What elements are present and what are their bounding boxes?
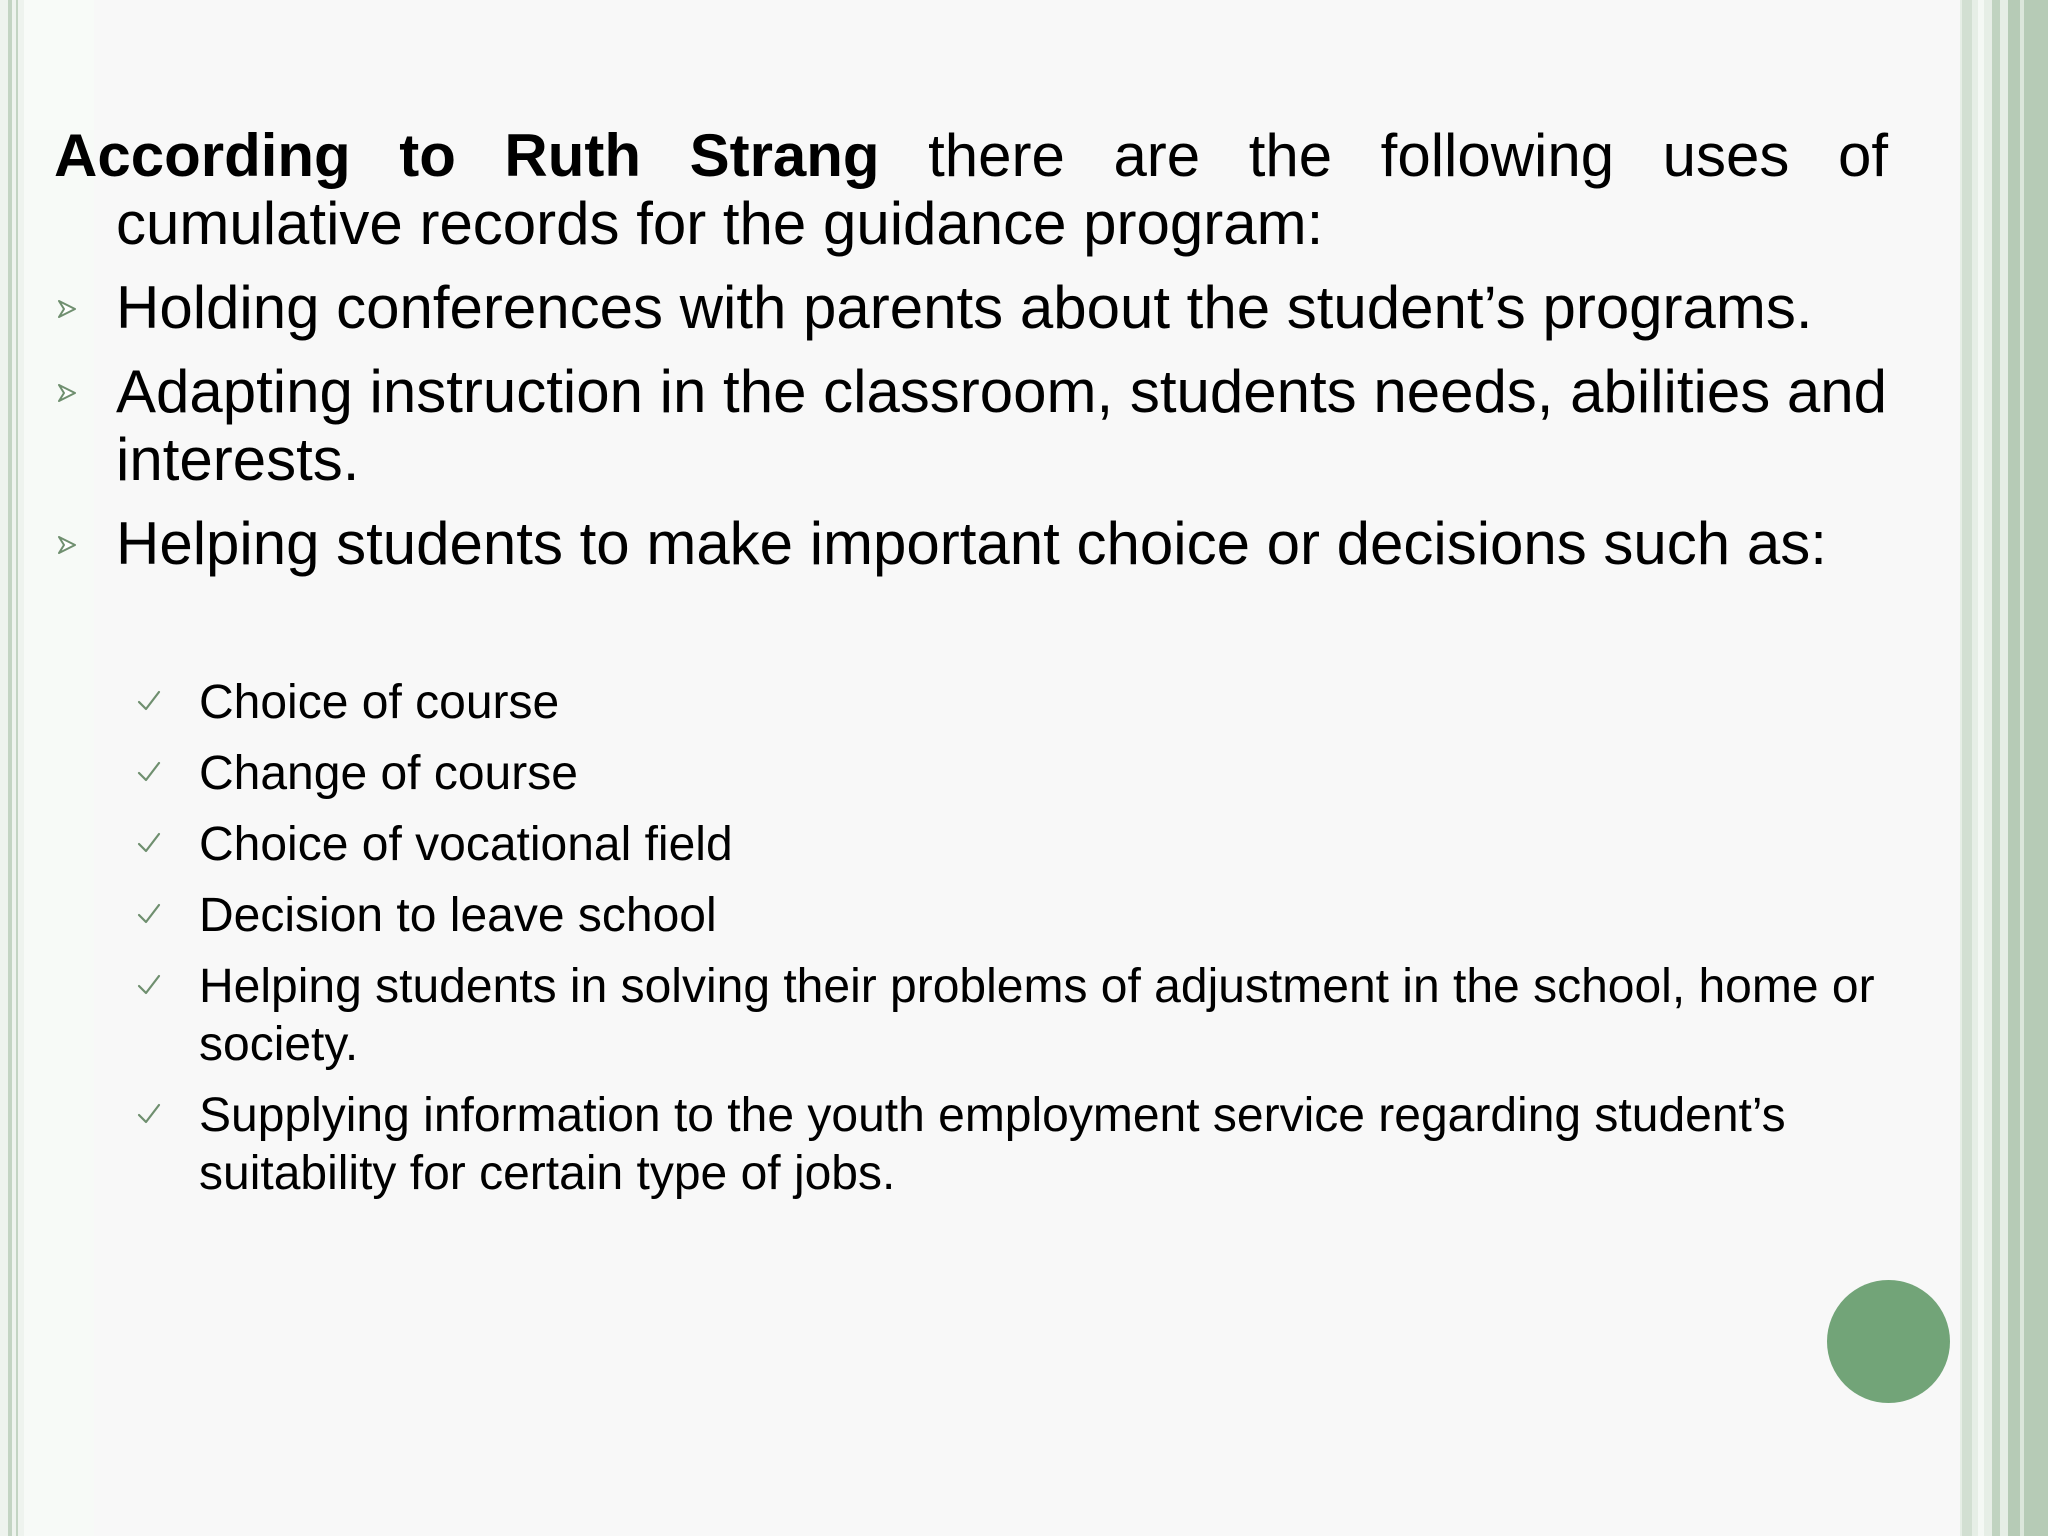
intro-text: there are the following uses of cumulative records for the guidance program: <box>116 122 1888 257</box>
right-decorative-border <box>1960 0 2048 1536</box>
sub-bullet-item <box>54 887 1888 945</box>
checkmark-icon <box>136 759 162 785</box>
bullet-item <box>54 510 1888 578</box>
sub-bullet-text: Supplying information to the youth employment service regarding student’s suitability for certain type of jobs. <box>199 1089 1786 1200</box>
bullet-text: Adapting instruction in the classroom, students needs, abilities and interests. <box>116 358 1888 493</box>
intro-paragraph <box>54 122 1888 258</box>
checkmark-icon <box>136 1101 162 1127</box>
checkmark-icon <box>136 901 162 927</box>
checkmark-icon <box>136 972 162 998</box>
bullet-item <box>54 274 1888 342</box>
bullet-item <box>54 358 1888 494</box>
bullet-list <box>54 274 1888 578</box>
arrowhead-icon <box>58 384 76 402</box>
bullet-text: Helping students to make important choice or decisions such as: <box>116 510 1827 577</box>
checkmark-icon <box>136 830 162 856</box>
sub-bullet-text: Change of course <box>199 747 578 800</box>
decorative-circle <box>1827 1280 1950 1403</box>
sub-bullet-item <box>54 745 1888 803</box>
sub-bullet-list <box>54 674 1888 1203</box>
arrowhead-icon <box>58 300 76 318</box>
sub-bullet-text: Helping students in solving their problems of adjustment in the school, home or society. <box>199 960 1875 1071</box>
slide-body <box>54 122 1888 1216</box>
bullet-text: Holding conferences with parents about the student’s programs. <box>116 274 1813 341</box>
intro-bold: According to Ruth Strang <box>54 122 880 189</box>
left-decorative-border <box>0 0 24 1536</box>
sub-bullet-text: Choice of course <box>199 676 560 729</box>
arrowhead-icon <box>58 536 76 554</box>
sub-bullet-item <box>54 674 1888 732</box>
sub-bullet-text: Choice of vocational field <box>199 818 733 871</box>
sub-bullet-text: Decision to leave school <box>199 889 717 942</box>
sub-bullet-item <box>54 958 1888 1074</box>
sub-bullet-item <box>54 816 1888 874</box>
sub-bullet-item <box>54 1087 1888 1203</box>
checkmark-icon <box>136 688 162 714</box>
